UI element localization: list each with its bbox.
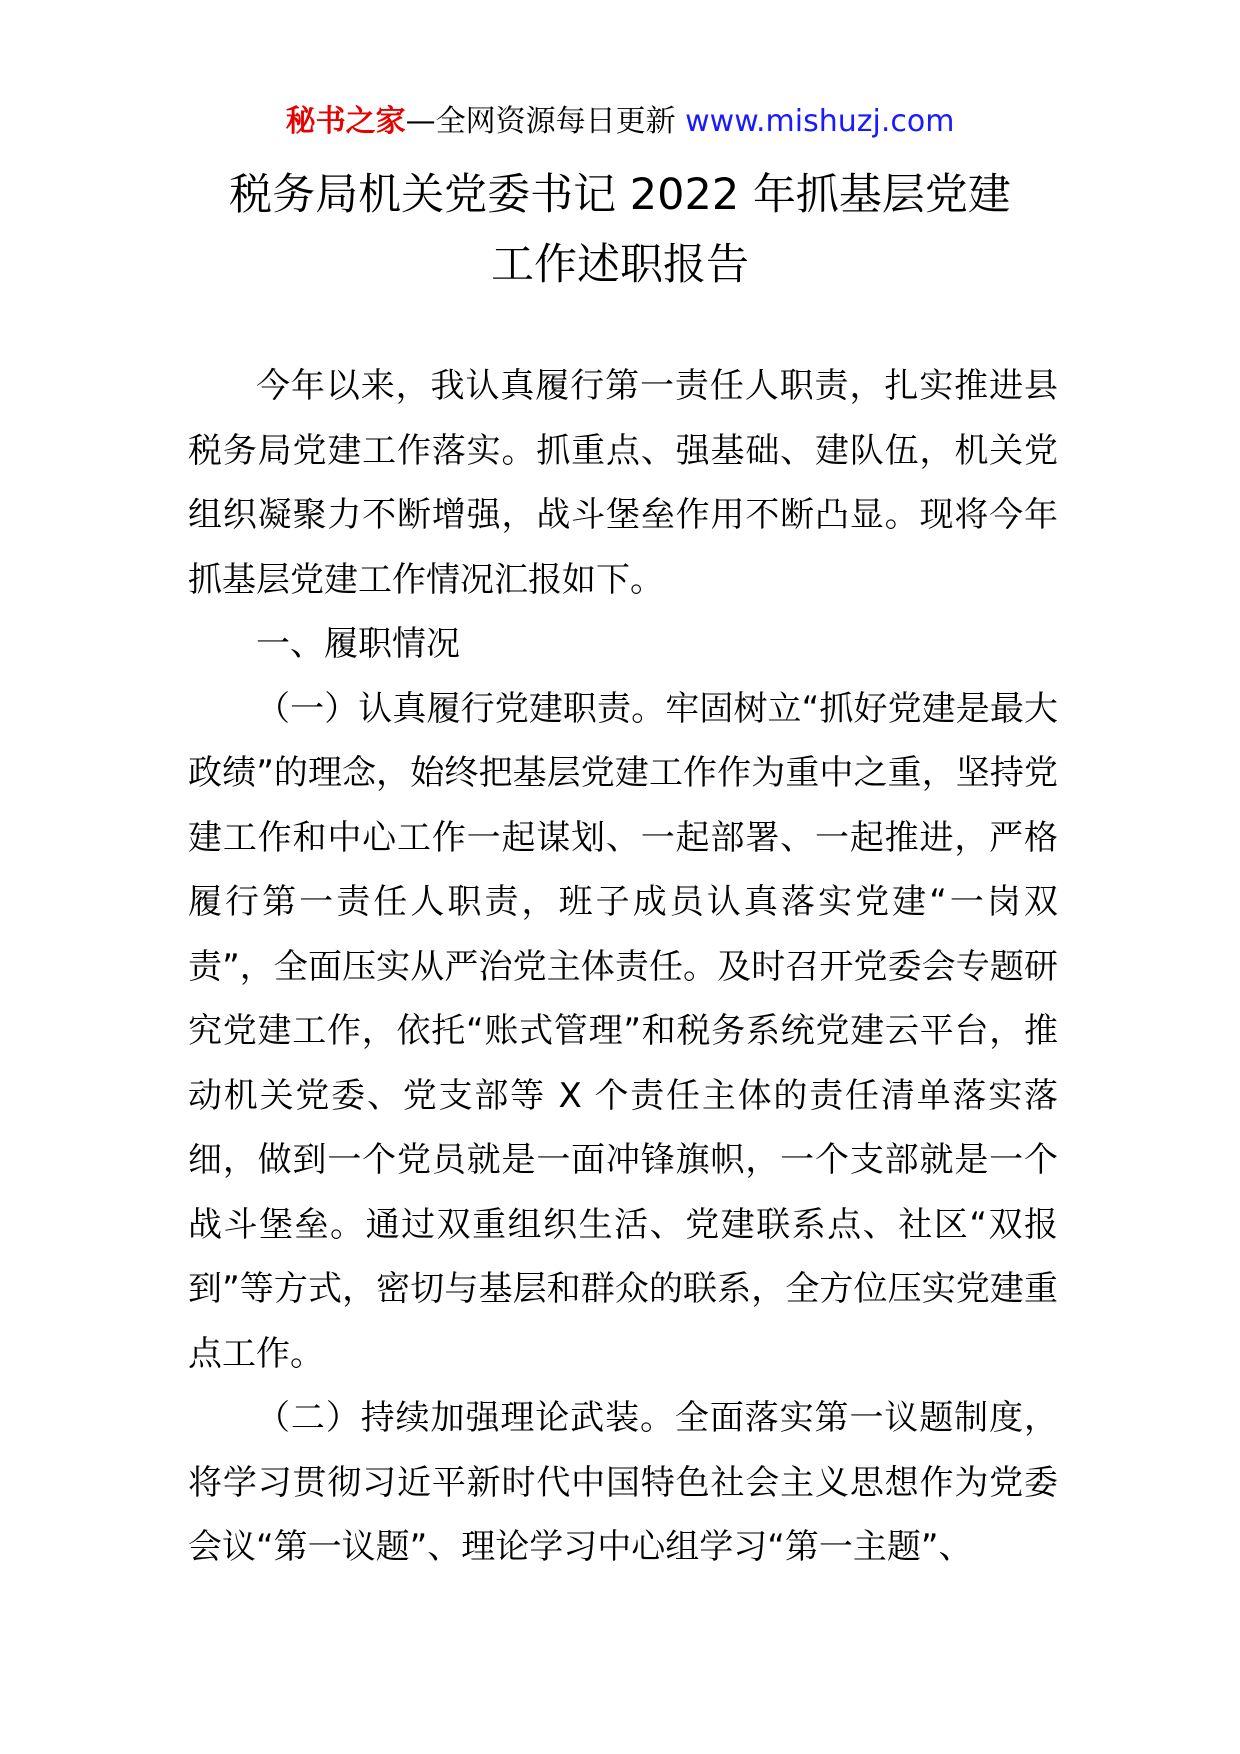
brand-name: 秘书之家 — [285, 104, 406, 139]
document-title — [180, 160, 1060, 300]
body-paragraph-2: （二）持续加强理论武装。全面落实第一议题制度，将学习贯彻习近平新时代中国特色社会主义思想作为党委会议“第一议题”、理论学习中心组学习“第一主题”、 — [188, 1398, 1058, 1567]
title-line-1: 税务局机关党委书记 2022 年抓基层党建 — [229, 170, 1011, 220]
banner-tagline: —全网资源每日更新 — [405, 104, 686, 139]
site-banner — [0, 100, 1240, 144]
title-line-2: 工作述职报告 — [491, 240, 749, 290]
body-paragraph-1: （一）认真履行党建职责。牢固树立“抓好党建是最大政绩”的理念，始终把基层党建工作作为重中之重，坚持党建工作和中心工作一起谋划、一起部署、一起推进，严格履行第一责任人职责，班子成员认真落实党建“一岗双责”，全面压实从严治党主体责任。及时召开党委会专题研究党建工作，依托“账式管理”和税务系统党建云平台，推动机关党委、党支部等 X 个责任主体的责任清单落实落细，做到一个党员就是一面冲锋旗帜，一个支部就是一个战斗堡垒。通过双重组织生活、党建联系点、社区“双报到”等方式，密切与基层和群众的联系，全方位压实党建重点工作。 — [188, 688, 1058, 1374]
site-url: www.mishuzj.com — [685, 104, 955, 139]
intro-paragraph: 今年以来，我认真履行第一责任人职责，扎实推进县税务局党建工作落实。抓重点、强基础、建队伍，机关党组织凝聚力不断增强，战斗堡垒作用不断凸显。现将今年抓基层党建工作情况汇报如下。 — [188, 366, 1058, 600]
document-body — [188, 354, 1058, 1580]
section-heading: 一、履职情况 — [256, 624, 460, 664]
